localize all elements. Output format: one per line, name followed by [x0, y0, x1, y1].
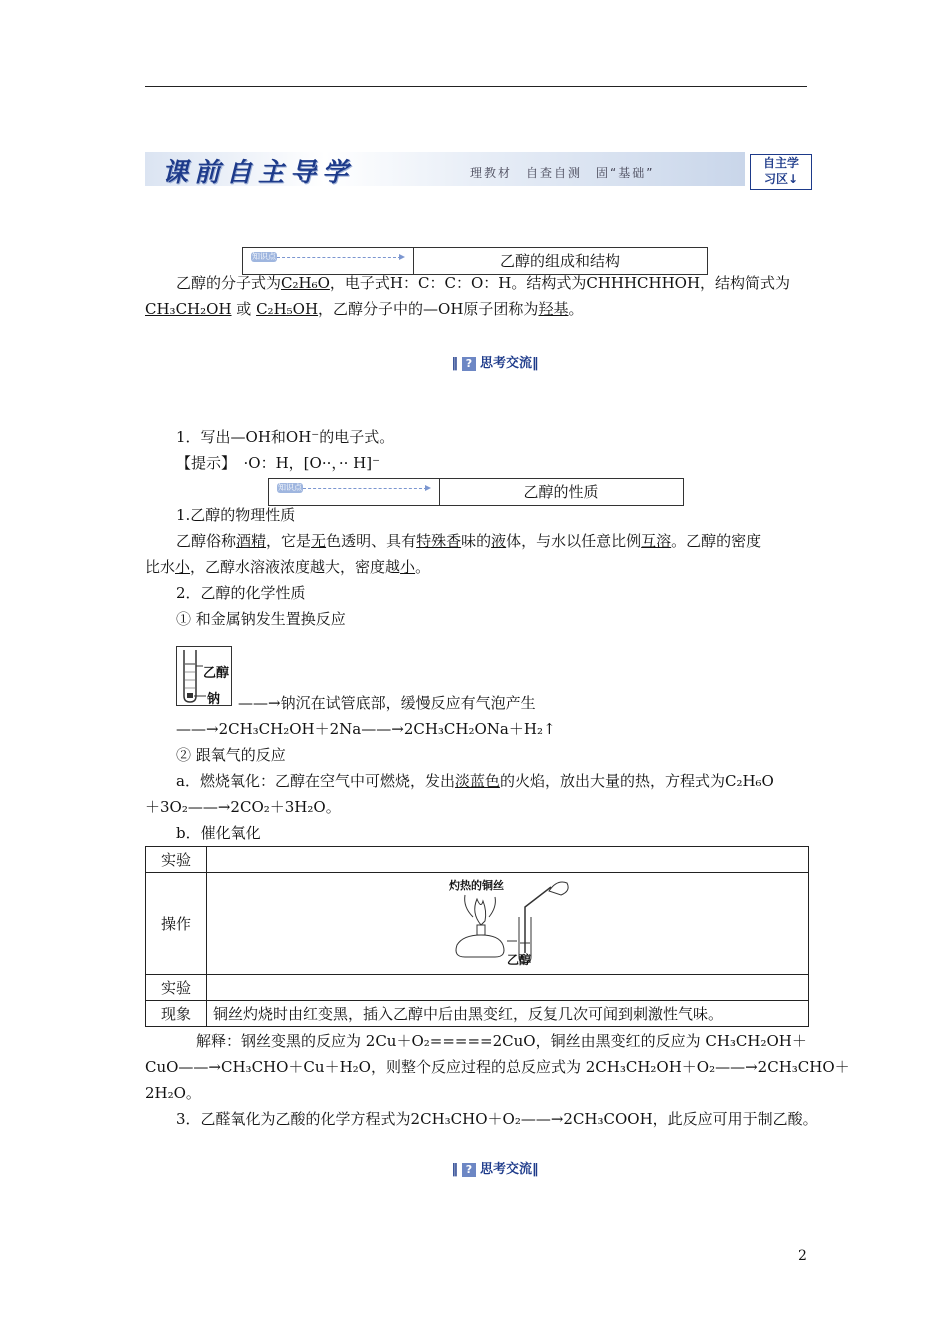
question-1: 1．写出—OH和OH⁻的电子式。 — [176, 428, 395, 446]
kp2-title: 乙醇的性质 — [523, 483, 599, 501]
structure-line-2: CH₃CH₂OH 或 C₂H₅OH，乙醇分子中的—OH原子团称为羟基。 — [145, 300, 584, 318]
top-rule — [145, 86, 807, 87]
phys-line-2: 比水小，乙醇水溶液浓度越大，密度越小。 — [145, 558, 431, 576]
banner-subtitle: 理教材 自查自测 固“基础” — [470, 166, 655, 180]
chem-sub-2: ② 跟氧气的反应 — [176, 746, 286, 764]
catalytic-heading: b．催化氧化 — [176, 824, 261, 842]
structure-line-1: 乙醇的分子式为C₂H₆O，电子式H：C：C：O：H。结构式为CHHHCHHOH，结构简式为 — [176, 274, 791, 292]
fig1-label-sodium: 钠 — [207, 692, 221, 707]
sodium-equation: ——→2CH₃CH₂OH＋2Na——→2CH₃CH₂ONa＋H₂↑ — [176, 720, 556, 738]
experiment-table — [145, 846, 809, 1027]
explanation-line-1: 解释：钢丝变黑的反应为 2Cu＋O₂=====2CuO，铜丝由黑变红的反应为 CH₃CH₂OH＋ — [196, 1032, 807, 1050]
row-label-experiment-2: 实验 — [146, 975, 207, 1001]
think-exchange-1: ‖ ? 思考交流‖ — [451, 356, 539, 371]
think-exchange-2: ‖ ? 思考交流‖ — [451, 1162, 539, 1177]
phys-heading: 1.乙醇的物理性质 — [176, 506, 296, 524]
kp2-tag: 知识点2 — [269, 479, 440, 505]
kp1-tag: 知识点1 — [243, 248, 414, 274]
sodium-observation: ——→钠沉在试管底部，缓慢反应有气泡产生 — [238, 694, 536, 712]
page-number: 2 — [798, 1248, 807, 1264]
phenomenon-text: 铜丝灼烧时由红变黑，插入乙醇中后由黑变红，反复几次可闻到刺激性气味。 — [207, 1001, 809, 1027]
acetaldehyde-oxidation: 3．乙醛氧化为乙酸的化学方程式为2CH₃CHO＋O₂——→2CH₃COOH，此反应可用于制乙酸。 — [176, 1110, 818, 1128]
row-label-operation: 操作 — [146, 873, 207, 975]
row-label-phenomenon: 现象 — [146, 1001, 207, 1027]
fig1-label-ethanol: 乙醇 — [203, 666, 230, 681]
row-empty — [207, 847, 809, 873]
explanation-line-3: 2H₂O。 — [145, 1084, 201, 1102]
fig2-label-ethanol: 乙醇 — [507, 953, 532, 967]
explanation-line-2: CuO——→CH₃CHO＋Cu＋H₂O，则整个反应过程的总反应式为 2CH₃CH₂OH＋O₂——→2CH₃CHO＋ — [145, 1058, 850, 1076]
question-icon: ? — [462, 1163, 476, 1177]
row-label-experiment: 实验 — [146, 847, 207, 873]
chem-heading: 2．乙醇的化学性质 — [176, 584, 306, 602]
self-study-badge: 自主学 习区↓ — [750, 154, 812, 190]
hint: 【提示】 ·O：H，[O··，·· H]⁻ — [176, 454, 381, 472]
copper-wire-figure — [449, 877, 573, 969]
fig2-label-copper: 灼热的铜丝 — [449, 879, 504, 892]
combustion-line-1: a．燃烧氧化：乙醇在空气中可燃烧，发出淡蓝色的火焰，放出大量的热，方程式为C₂H₆O — [176, 772, 774, 790]
kp1-title: 乙醇的组成和结构 — [499, 252, 620, 270]
phys-line-1: 乙醇俗称酒精，它是无色透明、具有特殊香味的液体，与水以任意比例互溶。乙醇的密度 — [176, 532, 762, 550]
sodium-test-tube-figure — [176, 646, 232, 706]
knowledge-point-2 — [268, 478, 684, 506]
operation-figure-cell — [207, 873, 809, 975]
chem-sub-1: ① 和金属钠发生置换反应 — [176, 610, 346, 628]
banner-title: 课前自主导学 — [162, 158, 355, 188]
combustion-line-2: ＋3O₂——→2CO₂＋3H₂O。 — [145, 798, 341, 816]
question-icon: ? — [462, 357, 476, 371]
